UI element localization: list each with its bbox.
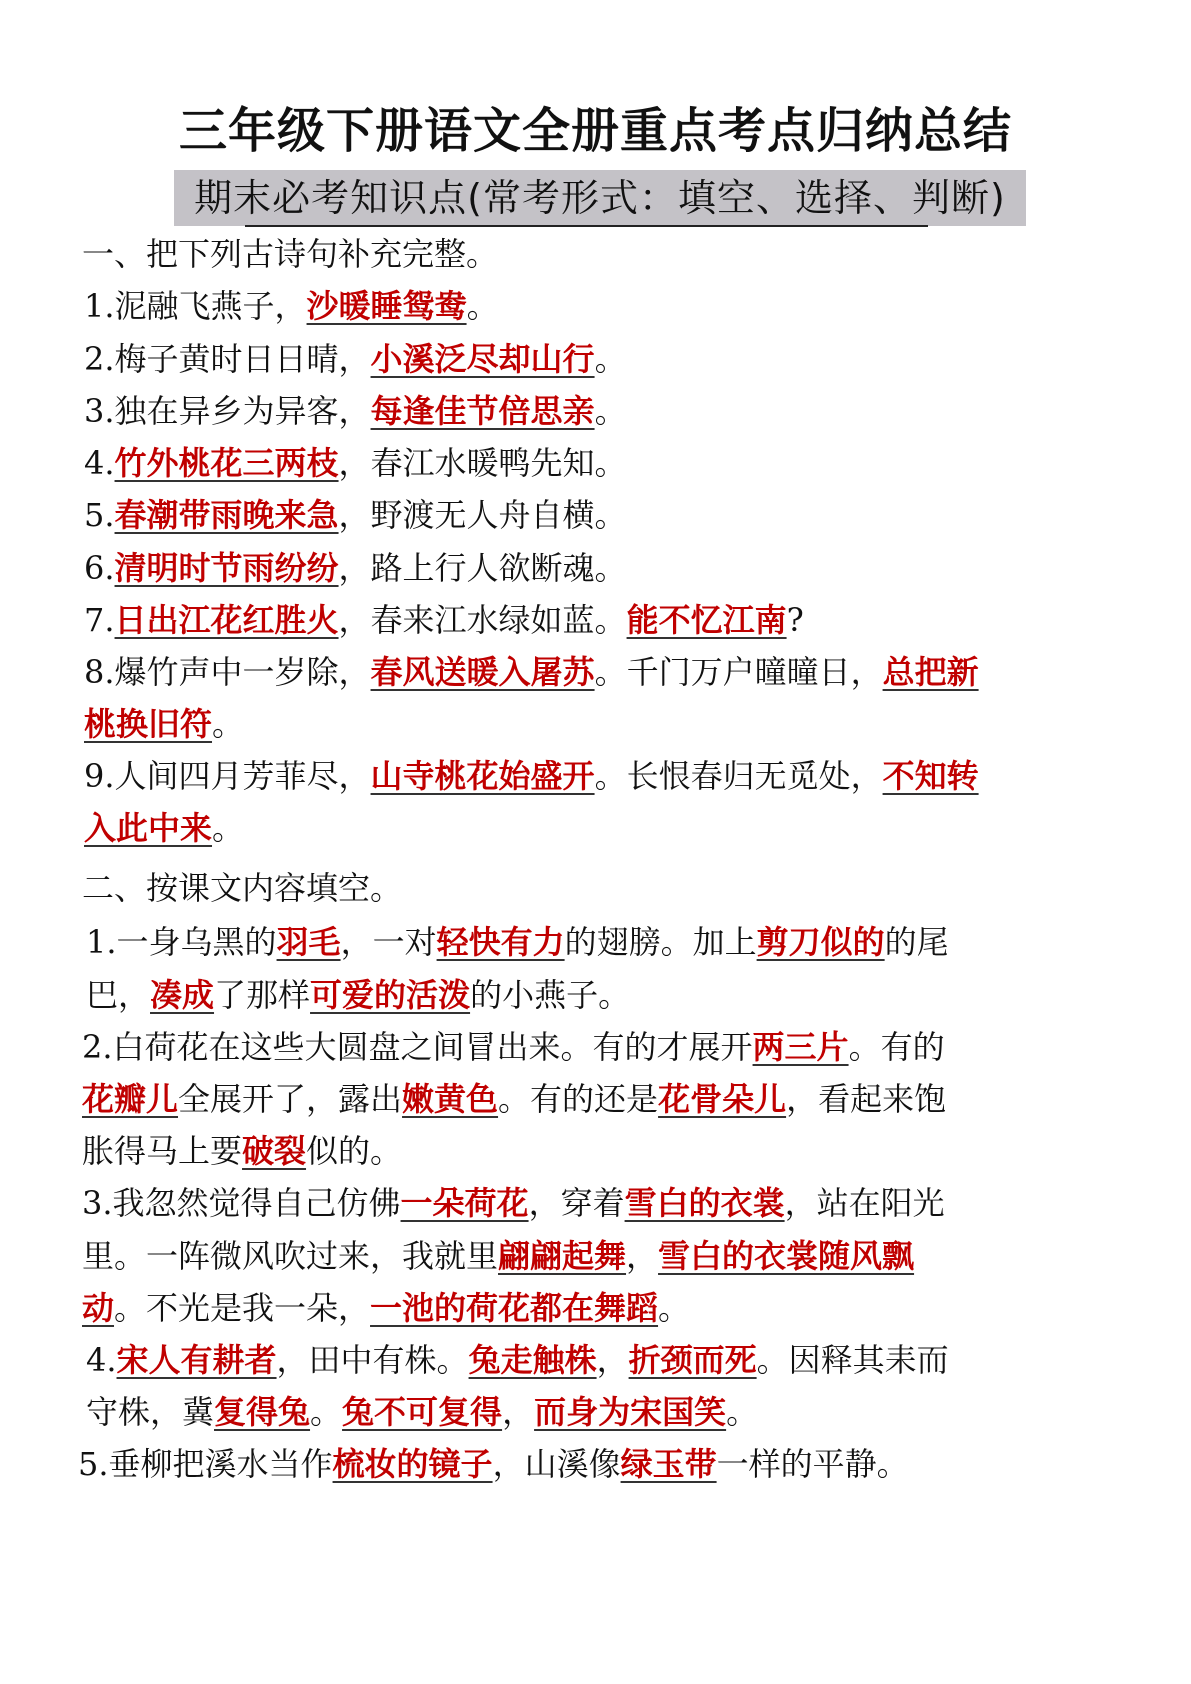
answer-text: 雪白的衣裳随风飘 xyxy=(658,1237,915,1275)
document-line xyxy=(84,443,1114,483)
document-line xyxy=(82,1079,1112,1119)
line-text: 2.白荷花在这些大圆盘之间冒出来。有的才展开 xyxy=(82,1028,753,1066)
answer-text: 一池的荷花都在舞蹈 xyxy=(370,1289,659,1327)
line-text: ，山溪像 xyxy=(492,1445,621,1483)
line-text: ， xyxy=(502,1393,535,1431)
line-text: 。有的还是 xyxy=(498,1080,659,1118)
answer-text: 小溪泛尽却山行 xyxy=(370,340,595,378)
answer-text: 竹外桃花三两枝 xyxy=(114,444,339,482)
answer-text: 花瓣儿 xyxy=(82,1080,179,1118)
answer-text: 山寺桃花始盛开 xyxy=(370,757,595,795)
line-text: 。 xyxy=(212,705,245,743)
line-text: 4. xyxy=(86,1341,117,1379)
page-title: 三年级下册语文全册重点考点归纳总结 xyxy=(178,103,1012,159)
title-divider xyxy=(245,225,928,227)
line-text: 。因释其耒而 xyxy=(756,1341,949,1379)
section-heading-text-fill: 二、按课文内容填空。 xyxy=(82,869,403,907)
line-text: ? xyxy=(786,601,804,639)
answer-text: 翩翩起舞 xyxy=(498,1237,627,1275)
line-text: ，看起来饱 xyxy=(786,1080,947,1118)
answer-text: 复得兔 xyxy=(214,1393,311,1431)
answer-text: 绿玉带 xyxy=(620,1445,717,1483)
line-text: 。有的 xyxy=(848,1028,945,1066)
line-text: ，站在阳光 xyxy=(784,1184,945,1222)
line-text: 。 xyxy=(658,1289,691,1327)
answer-text: 不知转 xyxy=(882,757,979,795)
line-text: 。 xyxy=(212,809,245,847)
line-text: 。 xyxy=(594,392,627,430)
line-text: 6. xyxy=(84,549,115,587)
document-line xyxy=(84,339,1114,379)
document-line xyxy=(84,756,1114,796)
document-line xyxy=(84,495,1114,535)
answer-text: 日出江花红胜火 xyxy=(114,601,339,639)
line-text: 5.垂柳把溪水当作 xyxy=(78,1445,333,1483)
answer-text: 花骨朵儿 xyxy=(658,1080,787,1118)
document-line xyxy=(84,548,1114,588)
line-text: 9.人间四月芳菲尽， xyxy=(84,757,371,795)
line-text: 守株，冀 xyxy=(86,1393,215,1431)
line-text: 的翅膀。加上 xyxy=(564,923,757,961)
answer-text: 桃换旧符 xyxy=(84,705,213,743)
line-text: 4. xyxy=(84,444,115,482)
document-line xyxy=(86,1392,1116,1432)
answer-text: 兔不可复得 xyxy=(342,1393,503,1431)
line-text: 1.一身乌黑的 xyxy=(86,923,277,961)
line-text: ， xyxy=(596,1341,629,1379)
line-text: ，一对 xyxy=(340,923,437,961)
line-text: 5. xyxy=(84,496,115,534)
line-text: 。不光是我一朵， xyxy=(114,1289,371,1327)
section-heading-poems: 一、把下列古诗句补充完整。 xyxy=(82,235,499,273)
line-text: 3.我忽然觉得自己仿佛 xyxy=(82,1184,401,1222)
line-text: 。长恨春归无觅处， xyxy=(594,757,883,795)
answer-text: 羽毛 xyxy=(276,923,341,961)
document-line xyxy=(84,704,1114,744)
answer-text: 清明时节雨纷纷 xyxy=(114,549,339,587)
line-text: 1.泥融飞燕子， xyxy=(84,287,307,325)
line-text: 7. xyxy=(84,601,115,639)
answer-text: 沙暖睡鸳鸯 xyxy=(306,287,467,325)
document-line xyxy=(82,1236,1112,1276)
line-text: 胀得马上要 xyxy=(82,1132,243,1170)
answer-text: 可爱的活泼 xyxy=(310,976,471,1014)
answer-text: 宋人有耕者 xyxy=(116,1341,277,1379)
answer-text: 兔走触株 xyxy=(468,1341,597,1379)
answer-text: 轻快有力 xyxy=(436,923,565,961)
answer-text: 每逢佳节倍思亲 xyxy=(370,392,595,430)
document-line xyxy=(84,652,1114,692)
answer-text: 一朵荷花 xyxy=(400,1184,529,1222)
line-text: 的小燕子。 xyxy=(470,976,631,1014)
answer-text: 破裂 xyxy=(242,1132,307,1170)
line-text: 3.独在异乡为异客， xyxy=(84,392,371,430)
document-line xyxy=(84,391,1114,431)
line-text: ，野渡无人舟自横。 xyxy=(338,496,627,534)
document-line xyxy=(84,600,1114,640)
document-line xyxy=(78,1444,1108,1484)
line-text: ，穿着 xyxy=(528,1184,625,1222)
line-text: 。 xyxy=(310,1393,343,1431)
document-line xyxy=(86,1340,1116,1380)
answer-text: 总把新 xyxy=(882,653,979,691)
line-text: ，春江水暖鸭先知。 xyxy=(338,444,627,482)
answer-text: 凑成 xyxy=(150,976,215,1014)
document-line xyxy=(82,1131,1112,1171)
answer-text: 两三片 xyxy=(752,1028,849,1066)
answer-text: 入此中来 xyxy=(84,809,213,847)
line-text: ，路上行人欲断魂。 xyxy=(338,549,627,587)
answer-text: 能不忆江南 xyxy=(626,601,787,639)
line-text: ，春来江水绿如蓝。 xyxy=(338,601,627,639)
line-text: 。 xyxy=(594,340,627,378)
line-text: 。千门万户曈曈日， xyxy=(594,653,883,691)
document-line xyxy=(82,1027,1112,1067)
document-line xyxy=(84,286,1114,326)
line-text: ，田中有株。 xyxy=(276,1341,469,1379)
answer-text: 而身为宋国笑 xyxy=(534,1393,727,1431)
line-text: ， xyxy=(626,1237,659,1275)
document-line xyxy=(86,975,1116,1015)
answer-text: 剪刀似的 xyxy=(756,923,885,961)
answer-text: 梳妆的镜子 xyxy=(332,1445,493,1483)
line-text: 8.爆竹声中一岁除， xyxy=(84,653,371,691)
line-text: 了那样 xyxy=(214,976,311,1014)
answer-text: 春风送暖入屠苏 xyxy=(370,653,595,691)
document-line xyxy=(82,1288,1112,1328)
line-text: 一样的平静。 xyxy=(716,1445,909,1483)
line-text: 的尾 xyxy=(884,923,949,961)
answer-text: 嫩黄色 xyxy=(402,1080,499,1118)
answer-text: 折颈而死 xyxy=(628,1341,757,1379)
document-line xyxy=(84,808,1114,848)
answer-text: 动 xyxy=(82,1289,115,1327)
line-text: 。 xyxy=(466,287,499,325)
line-text: 全展开了，露出 xyxy=(178,1080,403,1118)
page-subtitle: 期末必考知识点(常考形式：填空、选择、判断) xyxy=(194,176,1006,220)
line-text: 里。一阵微风吹过来，我就里 xyxy=(82,1237,499,1275)
line-text: 似的。 xyxy=(306,1132,403,1170)
answer-text: 雪白的衣裳 xyxy=(624,1184,785,1222)
line-text: 。 xyxy=(726,1393,759,1431)
line-text: 巴， xyxy=(86,976,151,1014)
line-text: 2.梅子黄时日日晴， xyxy=(84,340,371,378)
document-line xyxy=(86,922,1116,962)
answer-text: 春潮带雨晚来急 xyxy=(114,496,339,534)
document-line xyxy=(82,1183,1112,1223)
